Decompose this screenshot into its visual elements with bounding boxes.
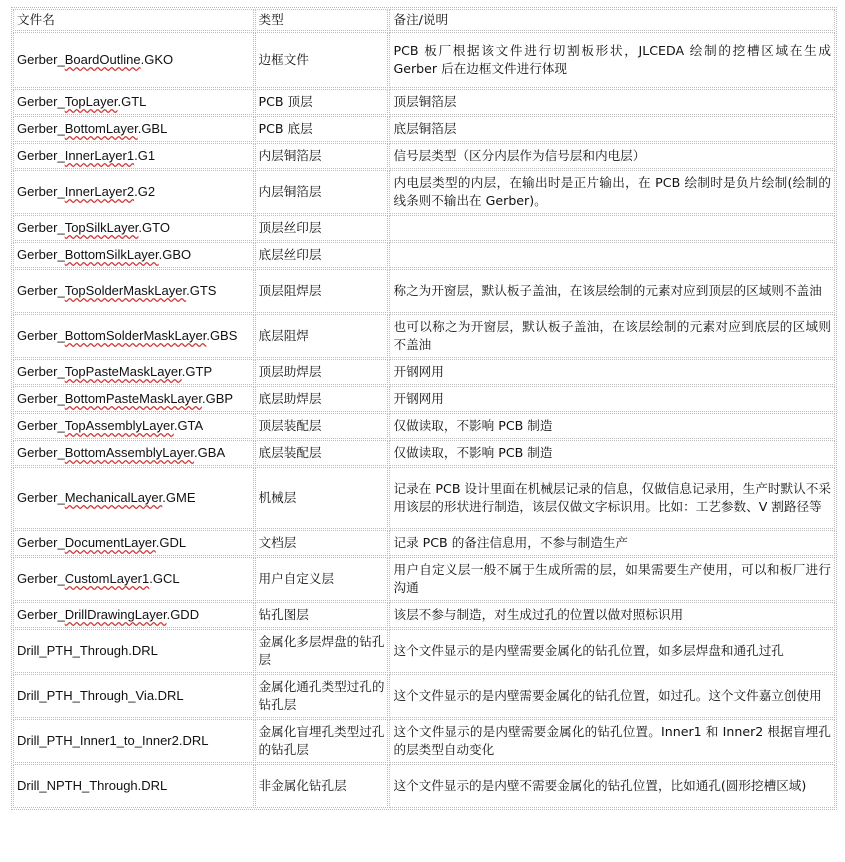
file-extension: .GTP: [181, 364, 213, 379]
file-type-cell: 内层铜箔层: [255, 170, 389, 214]
file-type-cell: 底层阻焊: [255, 314, 389, 358]
file-name-cell: [13, 143, 254, 169]
header-notes: 备注/说明: [389, 9, 835, 31]
file-extension: .GTA: [173, 418, 204, 433]
file-extension: Drill_PTH_Through.DRL: [17, 643, 158, 658]
table-row: [13, 242, 835, 268]
file-prefix: Gerber_: [17, 52, 65, 67]
file-prefix: Gerber_: [17, 184, 65, 199]
file-extension: .GBO: [158, 247, 192, 262]
table-row: [13, 629, 835, 673]
file-prefix: Gerber_: [17, 607, 65, 622]
file-layer-name: MechanicalLayer: [64, 490, 163, 505]
table-row: [13, 269, 835, 313]
file-note-cell: 用户自定义层一般不属于生成所需的层，如果需要生产使用，可以和板厂进行沟通: [389, 557, 835, 601]
file-extension: .GTL: [117, 94, 147, 109]
file-layer-name: DrillDrawingLayer: [64, 607, 167, 622]
file-name-cell: [13, 467, 254, 529]
table-row: [13, 674, 835, 718]
file-name-cell: [13, 215, 254, 241]
header-filename: 文件名: [13, 9, 254, 31]
file-name-cell: [13, 440, 254, 466]
file-extension: .GDL: [155, 535, 187, 550]
file-type-cell: PCB 顶层: [255, 89, 389, 115]
table-row: [13, 116, 835, 142]
file-extension: .GBL: [137, 121, 168, 136]
file-extension: .GDD: [166, 607, 200, 622]
file-note-cell: 记录在 PCB 设计里面在机械层记录的信息，仅做信息记录用，生产时默认不采用该层的形状进行制造，该层仅做文字标识用。比如：工艺参数、V 割路径等: [389, 467, 835, 529]
file-type-cell: 金属化多层焊盘的钻孔层: [255, 629, 389, 673]
file-name-cell: [13, 674, 254, 718]
file-prefix: Gerber_: [17, 94, 65, 109]
table-row: [13, 89, 835, 115]
file-prefix: Gerber_: [17, 490, 65, 505]
file-type-cell: 非金属化钻孔层: [255, 764, 389, 808]
file-name-cell: [13, 413, 254, 439]
file-note-cell: 开钢网用: [389, 386, 835, 412]
file-note-cell: 该层不参与制造，对生成过孔的位置以做对照标识用: [389, 602, 835, 628]
table-row: [13, 440, 835, 466]
file-extension: .GBA: [194, 445, 226, 460]
file-note-cell: 仅做读取，不影响 PCB 制造: [389, 440, 835, 466]
file-extension: Drill_PTH_Inner1_to_Inner2.DRL: [17, 733, 209, 748]
file-type-cell: 底层装配层: [255, 440, 389, 466]
table-row: [13, 467, 835, 529]
file-note-cell: 称之为开窗层，默认板子盖油，在该层绘制的元素对应到顶层的区域则不盖油: [389, 269, 835, 313]
file-prefix: Gerber_: [17, 418, 65, 433]
file-note-cell: PCB 板厂根据该文件进行切割板形状，JLCEDA 绘制的挖槽区域在生成 Gerber 后在边框文件进行体现: [389, 32, 835, 88]
file-extension: .GME: [162, 490, 196, 505]
file-layer-name: BoardOutline: [64, 52, 141, 67]
file-name-cell: [13, 629, 254, 673]
file-layer-name: BottomPasteMaskLayer: [64, 391, 202, 406]
table-row: [13, 359, 835, 385]
file-layer-name: BottomAssemblyLayer: [64, 445, 195, 460]
document-page: [11, 7, 837, 810]
file-note-cell: 底层铜箔层: [389, 116, 835, 142]
file-prefix: Gerber_: [17, 220, 65, 235]
file-type-cell: 内层铜箔层: [255, 143, 389, 169]
file-layer-name: BottomSolderMaskLayer: [64, 328, 207, 343]
file-type-cell: 金属化通孔类型过孔的钻孔层: [255, 674, 389, 718]
file-note-cell: 信号层类型（区分内层作为信号层和内电层）: [389, 143, 835, 169]
file-extension: .GKO: [140, 52, 174, 67]
file-type-cell: 用户自定义层: [255, 557, 389, 601]
table-row: [13, 170, 835, 214]
table-row: [13, 719, 835, 763]
file-name-cell: [13, 530, 254, 556]
file-name-cell: [13, 602, 254, 628]
file-layer-name: InnerLayer1: [64, 148, 135, 163]
table-row: [13, 764, 835, 808]
table-row: [13, 602, 835, 628]
file-prefix: Gerber_: [17, 364, 65, 379]
file-name-cell: [13, 242, 254, 268]
file-layer-name: DocumentLayer: [64, 535, 156, 550]
file-layer-name: TopLayer: [64, 94, 118, 109]
file-note-cell: [389, 215, 835, 241]
file-layer-name: InnerLayer2: [64, 184, 135, 199]
file-prefix: Gerber_: [17, 283, 65, 298]
file-note-cell: 开钢网用: [389, 359, 835, 385]
file-prefix: Gerber_: [17, 571, 65, 586]
file-type-cell: 顶层丝印层: [255, 215, 389, 241]
table-row: [13, 314, 835, 358]
header-type: 类型: [255, 9, 389, 31]
file-type-cell: 边框文件: [255, 32, 389, 88]
file-name-cell: [13, 89, 254, 115]
file-type-cell: 底层丝印层: [255, 242, 389, 268]
file-type-cell: 钻孔图层: [255, 602, 389, 628]
file-type-cell: 金属化盲埋孔类型过孔的钻孔层: [255, 719, 389, 763]
file-extension: .GCL: [149, 571, 180, 586]
file-name-cell: [13, 116, 254, 142]
file-note-cell: 也可以称之为开窗层，默认板子盖油，在该层绘制的元素对应到底层的区域则不盖油: [389, 314, 835, 358]
table-row: [13, 32, 835, 88]
file-name-cell: [13, 764, 254, 808]
table-row: [13, 530, 835, 556]
file-note-cell: 内电层类型的内层，在输出时是正片输出，在 PCB 绘制时是负片绘制(绘制的线条则不输出在 Gerber)。: [389, 170, 835, 214]
file-prefix: Gerber_: [17, 391, 65, 406]
file-note-cell: 记录 PCB 的备注信息用，不参与制造生产: [389, 530, 835, 556]
file-name-cell: [13, 359, 254, 385]
file-extension: Drill_PTH_Through_Via.DRL: [17, 688, 184, 703]
file-extension: .GTO: [138, 220, 170, 235]
file-prefix: Gerber_: [17, 121, 65, 136]
file-extension: .GBS: [206, 328, 238, 343]
file-type-cell: 顶层阻焊层: [255, 269, 389, 313]
file-type-cell: 机械层: [255, 467, 389, 529]
table-header-row: [13, 9, 835, 31]
file-extension: Drill_NPTH_Through.DRL: [17, 778, 168, 793]
file-layer-name: BottomLayer: [64, 121, 138, 136]
table-row: [13, 143, 835, 169]
file-layer-name: BottomSilkLayer: [64, 247, 159, 262]
file-note-cell: 这个文件显示的是内壁需要金属化的钻孔位置。Inner1 和 Inner2 根据盲埋孔的层类型自动变化: [389, 719, 835, 763]
gerber-file-table: [11, 7, 837, 810]
file-note-cell: 这个文件显示的是内壁需要金属化的钻孔位置，如过孔。这个文件嘉立创使用: [389, 674, 835, 718]
table-row: [13, 413, 835, 439]
file-note-cell: [389, 242, 835, 268]
table-body: [13, 32, 835, 808]
file-prefix: Gerber_: [17, 247, 65, 262]
file-type-cell: 顶层装配层: [255, 413, 389, 439]
file-type-cell: 顶层助焊层: [255, 359, 389, 385]
file-note-cell: 顶层铜箔层: [389, 89, 835, 115]
file-extension: .G1: [134, 148, 156, 163]
file-layer-name: CustomLayer1: [64, 571, 150, 586]
file-layer-name: TopSilkLayer: [64, 220, 139, 235]
file-extension: .GBP: [202, 391, 234, 406]
file-note-cell: 这个文件显示的是内壁需要金属化的钻孔位置，如多层焊盘和通孔过孔: [389, 629, 835, 673]
file-name-cell: [13, 314, 254, 358]
file-name-cell: [13, 386, 254, 412]
file-name-cell: [13, 269, 254, 313]
file-extension: .GTS: [186, 283, 217, 298]
table-row: [13, 557, 835, 601]
file-name-cell: [13, 557, 254, 601]
file-note-cell: 仅做读取，不影响 PCB 制造: [389, 413, 835, 439]
file-prefix: Gerber_: [17, 328, 65, 343]
file-note-cell: 这个文件显示的是内壁不需要金属化的钻孔位置，比如通孔(圆形挖槽区域): [389, 764, 835, 808]
file-name-cell: [13, 719, 254, 763]
file-name-cell: [13, 170, 254, 214]
file-layer-name: TopPasteMaskLayer: [64, 364, 182, 379]
file-prefix: Gerber_: [17, 445, 65, 460]
file-prefix: Gerber_: [17, 148, 65, 163]
file-layer-name: TopSolderMaskLayer: [64, 283, 187, 298]
file-extension: .G2: [134, 184, 156, 199]
file-name-cell: [13, 32, 254, 88]
table-row: [13, 215, 835, 241]
table-row: [13, 386, 835, 412]
file-type-cell: PCB 底层: [255, 116, 389, 142]
file-type-cell: 文档层: [255, 530, 389, 556]
file-type-cell: 底层助焊层: [255, 386, 389, 412]
file-prefix: Gerber_: [17, 535, 65, 550]
file-layer-name: TopAssemblyLayer: [64, 418, 174, 433]
